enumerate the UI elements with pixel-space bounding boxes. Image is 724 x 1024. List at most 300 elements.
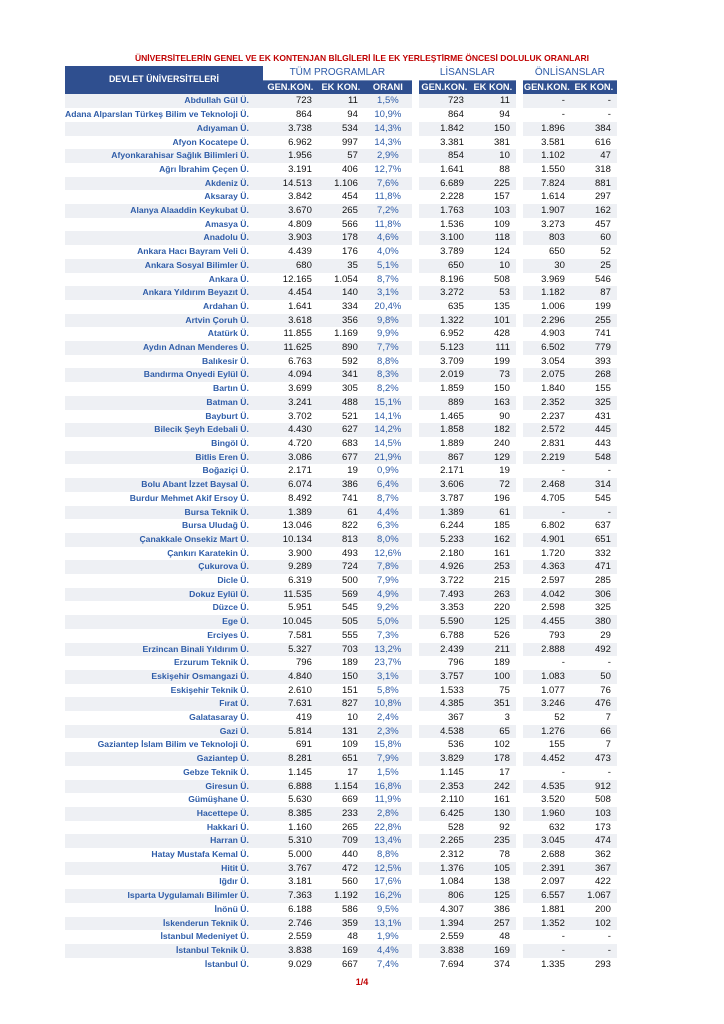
- ek-kon-onlisans: 384: [571, 122, 617, 136]
- orani: 13,4%: [364, 834, 412, 848]
- gen-kon-lisans: 1.763: [419, 204, 470, 218]
- ek-kon-lisans: 19: [470, 464, 516, 478]
- ek-kon-all: 305: [318, 382, 364, 396]
- orani: 21,9%: [364, 451, 412, 465]
- gen-kon-lisans: 1.533: [419, 684, 470, 698]
- table-row: [65, 437, 617, 451]
- ek-kon-lisans: 48: [470, 930, 516, 944]
- gen-kon-lisans: 1.641: [419, 163, 470, 177]
- gen-kon-onlisans: 793: [523, 629, 571, 643]
- ek-kon-lisans: 75: [470, 684, 516, 698]
- table-row: [65, 780, 617, 794]
- ek-kon-all: 334: [318, 300, 364, 314]
- ek-kon-lisans: 161: [470, 793, 516, 807]
- ek-kon-onlisans: 199: [571, 300, 617, 314]
- gen-kon-onlisans: -: [523, 656, 571, 670]
- gen-kon-lisans: 1.842: [419, 122, 470, 136]
- gen-kon-all: 680: [263, 259, 318, 273]
- university-name: Gazi Ü.: [65, 725, 263, 739]
- table-row: [65, 944, 617, 958]
- gen-kon-lisans: 5.590: [419, 615, 470, 629]
- quota-table: [65, 66, 617, 971]
- table-row: [65, 410, 617, 424]
- col-gen-kon-all: GEN.KON.: [263, 81, 318, 95]
- gen-kon-lisans: 3.757: [419, 670, 470, 684]
- gen-kon-all: 6.319: [263, 574, 318, 588]
- university-name: Bursa Uludağ Ü.: [65, 519, 263, 533]
- col-ek-kon-lisans: EK KON.: [470, 81, 516, 95]
- gen-kon-all: 1.956: [263, 149, 318, 163]
- gen-kon-onlisans: 155: [523, 738, 571, 752]
- university-name: Abdullah Gül Ü.: [65, 94, 263, 108]
- gen-kon-lisans: 1.859: [419, 382, 470, 396]
- gen-kon-onlisans: 1.720: [523, 547, 571, 561]
- ek-kon-lisans: 161: [470, 547, 516, 561]
- ek-kon-onlisans: 25: [571, 259, 617, 273]
- table-row: [65, 492, 617, 506]
- university-name: Galatasaray Ü.: [65, 711, 263, 725]
- gen-kon-lisans: 635: [419, 300, 470, 314]
- table-row: [65, 821, 617, 835]
- ek-kon-all: 472: [318, 862, 364, 876]
- university-name: Gebze Teknik Ü.: [65, 766, 263, 780]
- gen-kon-onlisans: 2.391: [523, 862, 571, 876]
- gen-kon-lisans: 1.084: [419, 875, 470, 889]
- university-name: Boğaziçi Ü.: [65, 464, 263, 478]
- orani: 7,9%: [364, 752, 412, 766]
- orani: 15,1%: [364, 396, 412, 410]
- orani: 16,2%: [364, 889, 412, 903]
- ek-kon-onlisans: 473: [571, 752, 617, 766]
- gen-kon-lisans: 1.389: [419, 506, 470, 520]
- gen-kon-all: 5.327: [263, 643, 318, 657]
- ek-kon-lisans: 428: [470, 327, 516, 341]
- ek-kon-lisans: 263: [470, 588, 516, 602]
- ek-kon-onlisans: -: [571, 108, 617, 122]
- gen-kon-onlisans: 650: [523, 245, 571, 259]
- gen-kon-lisans: 723: [419, 94, 470, 108]
- ek-kon-onlisans: 50: [571, 670, 617, 684]
- gen-kon-onlisans: 7.824: [523, 177, 571, 191]
- orani: 13,2%: [364, 643, 412, 657]
- orani: 5,0%: [364, 615, 412, 629]
- ek-kon-onlisans: -: [571, 944, 617, 958]
- ek-kon-all: 109: [318, 738, 364, 752]
- gen-kon-all: 3.241: [263, 396, 318, 410]
- table-row: [65, 327, 617, 341]
- gen-kon-onlisans: 1.102: [523, 149, 571, 163]
- ek-kon-lisans: 169: [470, 944, 516, 958]
- ek-kon-lisans: 100: [470, 670, 516, 684]
- table-row: [65, 588, 617, 602]
- university-name: Bartın Ü.: [65, 382, 263, 396]
- ek-kon-all: 997: [318, 136, 364, 150]
- ek-kon-all: 555: [318, 629, 364, 643]
- col-orani: ORANI: [364, 81, 412, 95]
- gen-kon-onlisans: -: [523, 506, 571, 520]
- university-name: Aksaray Ü.: [65, 190, 263, 204]
- orani: 14,1%: [364, 410, 412, 424]
- orani: 2,8%: [364, 807, 412, 821]
- gen-kon-onlisans: 3.246: [523, 697, 571, 711]
- ek-kon-lisans: 11: [470, 94, 516, 108]
- ek-kon-all: 265: [318, 821, 364, 835]
- university-name: Gaziantep Ü.: [65, 752, 263, 766]
- ek-kon-all: 677: [318, 451, 364, 465]
- ek-kon-all: 569: [318, 588, 364, 602]
- ek-kon-onlisans: -: [571, 506, 617, 520]
- ek-kon-lisans: 61: [470, 506, 516, 520]
- university-name: Erzincan Binali Yıldırım Ü.: [65, 643, 263, 657]
- gen-kon-onlisans: 2.597: [523, 574, 571, 588]
- ek-kon-all: 131: [318, 725, 364, 739]
- gen-kon-onlisans: -: [523, 930, 571, 944]
- university-name: Çanakkale Onsekiz Mart Ü.: [65, 533, 263, 547]
- table-row: [65, 423, 617, 437]
- ek-kon-onlisans: 1.067: [571, 889, 617, 903]
- gen-kon-onlisans: 4.705: [523, 492, 571, 506]
- gen-kon-all: 11.625: [263, 341, 318, 355]
- ek-kon-onlisans: -: [571, 766, 617, 780]
- gen-kon-onlisans: 3.273: [523, 218, 571, 232]
- orani: 9,2%: [364, 601, 412, 615]
- table-row: [65, 204, 617, 218]
- university-name: Adıyaman Ü.: [65, 122, 263, 136]
- university-name: İnönü Ü.: [65, 903, 263, 917]
- ek-kon-all: 189: [318, 656, 364, 670]
- table-row: [65, 163, 617, 177]
- table-row: [65, 547, 617, 561]
- gen-kon-onlisans: 3.520: [523, 793, 571, 807]
- gen-kon-all: 6.763: [263, 355, 318, 369]
- gen-kon-onlisans: 3.045: [523, 834, 571, 848]
- ek-kon-all: 521: [318, 410, 364, 424]
- table-row: [65, 464, 617, 478]
- ek-kon-lisans: 138: [470, 875, 516, 889]
- ek-kon-all: 265: [318, 204, 364, 218]
- ek-kon-onlisans: 457: [571, 218, 617, 232]
- gen-kon-all: 7.581: [263, 629, 318, 643]
- gen-kon-onlisans: 4.363: [523, 560, 571, 574]
- ek-kon-onlisans: 325: [571, 396, 617, 410]
- ek-kon-lisans: 88: [470, 163, 516, 177]
- gen-kon-all: 3.738: [263, 122, 318, 136]
- ek-kon-all: 1.106: [318, 177, 364, 191]
- gen-kon-all: 2.171: [263, 464, 318, 478]
- ek-kon-lisans: 92: [470, 821, 516, 835]
- gen-kon-lisans: 5.123: [419, 341, 470, 355]
- university-name: Batman Ü.: [65, 396, 263, 410]
- ek-kon-all: 651: [318, 752, 364, 766]
- gen-kon-lisans: 2.312: [419, 848, 470, 862]
- gen-kon-all: 796: [263, 656, 318, 670]
- gen-kon-onlisans: 4.042: [523, 588, 571, 602]
- gen-kon-lisans: 2.228: [419, 190, 470, 204]
- col-gen-kon-onlisans: GEN.KON.: [523, 81, 571, 95]
- table-row: [65, 793, 617, 807]
- table-row: [65, 245, 617, 259]
- table-row: [65, 656, 617, 670]
- orani: 6,4%: [364, 478, 412, 492]
- ek-kon-lisans: 381: [470, 136, 516, 150]
- university-name: Bolu Abant İzzet Baysal Ü.: [65, 478, 263, 492]
- orani: 1,5%: [364, 94, 412, 108]
- gen-kon-lisans: 889: [419, 396, 470, 410]
- page-number: 1/4: [355, 977, 369, 987]
- table-row: [65, 684, 617, 698]
- gen-kon-all: 1.389: [263, 506, 318, 520]
- orani: 7,9%: [364, 574, 412, 588]
- gen-kon-all: 723: [263, 94, 318, 108]
- gen-kon-lisans: 3.100: [419, 231, 470, 245]
- gen-kon-all: 11.535: [263, 588, 318, 602]
- gen-kon-onlisans: 6.502: [523, 341, 571, 355]
- ek-kon-onlisans: 7: [571, 711, 617, 725]
- university-name: Bayburt Ü.: [65, 410, 263, 424]
- ek-kon-all: 176: [318, 245, 364, 259]
- ek-kon-onlisans: 779: [571, 341, 617, 355]
- gen-kon-onlisans: 3.969: [523, 273, 571, 287]
- ek-kon-all: 813: [318, 533, 364, 547]
- group-header-all-programs: TÜM PROGRAMLAR: [263, 66, 412, 81]
- gen-kon-lisans: 2.171: [419, 464, 470, 478]
- university-name: Hacettepe Ü.: [65, 807, 263, 821]
- gen-kon-lisans: 864: [419, 108, 470, 122]
- gen-kon-all: 12.165: [263, 273, 318, 287]
- gen-kon-all: 3.086: [263, 451, 318, 465]
- orani: 4,9%: [364, 588, 412, 602]
- orani: 4,4%: [364, 506, 412, 520]
- table-row: [65, 752, 617, 766]
- orani: 2,9%: [364, 149, 412, 163]
- ek-kon-lisans: 124: [470, 245, 516, 259]
- gen-kon-onlisans: 2.097: [523, 875, 571, 889]
- ek-kon-lisans: 199: [470, 355, 516, 369]
- ek-kon-all: 94: [318, 108, 364, 122]
- ek-kon-lisans: 526: [470, 629, 516, 643]
- gen-kon-lisans: 4.538: [419, 725, 470, 739]
- orani: 14,5%: [364, 437, 412, 451]
- col-ek-kon-onlisans: EK KON.: [571, 81, 617, 95]
- gen-kon-all: 7.631: [263, 697, 318, 711]
- university-name: Giresun Ü.: [65, 780, 263, 794]
- gen-kon-onlisans: 632: [523, 821, 571, 835]
- orani: 7,3%: [364, 629, 412, 643]
- ek-kon-lisans: 215: [470, 574, 516, 588]
- university-name: Dokuz Eylül Ü.: [65, 588, 263, 602]
- table-row: [65, 930, 617, 944]
- table-row: [65, 218, 617, 232]
- ek-kon-all: 667: [318, 958, 364, 972]
- university-name: İskenderun Teknik Ü.: [65, 917, 263, 931]
- university-name: Eskişehir Teknik Ü.: [65, 684, 263, 698]
- ek-kon-all: 406: [318, 163, 364, 177]
- gen-kon-lisans: 867: [419, 451, 470, 465]
- gen-kon-onlisans: 1.006: [523, 300, 571, 314]
- university-name: Erzurum Teknik Ü.: [65, 656, 263, 670]
- orani: 8,7%: [364, 492, 412, 506]
- ek-kon-all: 35: [318, 259, 364, 273]
- table-row: [65, 300, 617, 314]
- gen-kon-lisans: 3.829: [419, 752, 470, 766]
- ek-kon-onlisans: 47: [571, 149, 617, 163]
- ek-kon-all: 1.169: [318, 327, 364, 341]
- gen-kon-all: 3.191: [263, 163, 318, 177]
- orani: 0,9%: [364, 464, 412, 478]
- ek-kon-all: 822: [318, 519, 364, 533]
- ek-kon-lisans: 3: [470, 711, 516, 725]
- university-name: İstanbul Ü.: [65, 958, 263, 972]
- ek-kon-all: 151: [318, 684, 364, 698]
- gen-kon-lisans: 2.439: [419, 643, 470, 657]
- table-row: [65, 533, 617, 547]
- gen-kon-all: 1.145: [263, 766, 318, 780]
- gen-kon-lisans: 7.694: [419, 958, 470, 972]
- ek-kon-all: 890: [318, 341, 364, 355]
- ek-kon-onlisans: 545: [571, 492, 617, 506]
- university-column-header: DEVLET ÜNİVERSİTELERİ: [65, 66, 263, 94]
- gen-kon-all: 4.430: [263, 423, 318, 437]
- orani: 11,8%: [364, 190, 412, 204]
- ek-kon-lisans: 90: [470, 410, 516, 424]
- gen-kon-lisans: 536: [419, 738, 470, 752]
- gen-kon-onlisans: 2.075: [523, 368, 571, 382]
- gen-kon-all: 8.281: [263, 752, 318, 766]
- university-name: Bursa Teknik Ü.: [65, 506, 263, 520]
- ek-kon-lisans: 78: [470, 848, 516, 862]
- ek-kon-onlisans: -: [571, 930, 617, 944]
- gen-kon-all: 419: [263, 711, 318, 725]
- ek-kon-onlisans: 912: [571, 780, 617, 794]
- ek-kon-onlisans: 651: [571, 533, 617, 547]
- table-row: [65, 382, 617, 396]
- orani: 6,3%: [364, 519, 412, 533]
- gen-kon-all: 3.838: [263, 944, 318, 958]
- table-row: [65, 917, 617, 931]
- ek-kon-onlisans: 443: [571, 437, 617, 451]
- ek-kon-all: 17: [318, 766, 364, 780]
- gen-kon-onlisans: 30: [523, 259, 571, 273]
- gen-kon-onlisans: 1.896: [523, 122, 571, 136]
- ek-kon-onlisans: 474: [571, 834, 617, 848]
- orani: 23,7%: [364, 656, 412, 670]
- page-title: ÜNİVERSİTELERİN GENEL VE EK KONTENJAN BİLGİLERİ İLE EK YERLEŞTİRME ÖNCESİ DOLULUK ORANLARI: [134, 53, 589, 63]
- university-name: Eskişehir Osmangazi Ü.: [65, 670, 263, 684]
- orani: 14,3%: [364, 122, 412, 136]
- university-name: Dicle Ü.: [65, 574, 263, 588]
- ek-kon-lisans: 386: [470, 903, 516, 917]
- ek-kon-lisans: 101: [470, 314, 516, 328]
- gen-kon-all: 2.610: [263, 684, 318, 698]
- gen-kon-all: 5.814: [263, 725, 318, 739]
- university-name: Adana Alparslan Türkeş Bilim ve Teknoloji Ü.: [65, 108, 263, 122]
- ek-kon-lisans: 178: [470, 752, 516, 766]
- ek-kon-all: 709: [318, 834, 364, 848]
- university-name: Ardahan Ü.: [65, 300, 263, 314]
- ek-kon-all: 386: [318, 478, 364, 492]
- gen-kon-all: 3.900: [263, 547, 318, 561]
- ek-kon-all: 1.054: [318, 273, 364, 287]
- table-row: [65, 478, 617, 492]
- gen-kon-lisans: 806: [419, 889, 470, 903]
- ek-kon-onlisans: 293: [571, 958, 617, 972]
- university-name: Akdeniz Ü.: [65, 177, 263, 191]
- ek-kon-all: 741: [318, 492, 364, 506]
- ek-kon-lisans: 103: [470, 204, 516, 218]
- gen-kon-lisans: 796: [419, 656, 470, 670]
- gen-kon-lisans: 6.788: [419, 629, 470, 643]
- table-row: [65, 341, 617, 355]
- university-name: Harran Ü.: [65, 834, 263, 848]
- table-row: [65, 958, 617, 972]
- university-name: Balıkesir Ü.: [65, 355, 263, 369]
- table-row: [65, 862, 617, 876]
- gen-kon-lisans: 1.376: [419, 862, 470, 876]
- gen-kon-all: 6.962: [263, 136, 318, 150]
- gen-kon-lisans: 2.110: [419, 793, 470, 807]
- table-row: [65, 889, 617, 903]
- orani: 3,1%: [364, 670, 412, 684]
- gen-kon-onlisans: 4.452: [523, 752, 571, 766]
- ek-kon-onlisans: 616: [571, 136, 617, 150]
- orani: 7,6%: [364, 177, 412, 191]
- ek-kon-all: 440: [318, 848, 364, 862]
- ek-kon-onlisans: 741: [571, 327, 617, 341]
- gen-kon-onlisans: 1.550: [523, 163, 571, 177]
- ek-kon-lisans: 72: [470, 478, 516, 492]
- gen-kon-all: 5.951: [263, 601, 318, 615]
- orani: 11,8%: [364, 218, 412, 232]
- gen-kon-all: 10.045: [263, 615, 318, 629]
- gen-kon-onlisans: 3.054: [523, 355, 571, 369]
- gen-kon-all: 6.188: [263, 903, 318, 917]
- ek-kon-onlisans: 255: [571, 314, 617, 328]
- ek-kon-all: 669: [318, 793, 364, 807]
- ek-kon-lisans: 109: [470, 218, 516, 232]
- university-name: Artvin Çoruh Ü.: [65, 314, 263, 328]
- ek-kon-all: 545: [318, 601, 364, 615]
- ek-kon-lisans: 253: [470, 560, 516, 574]
- gen-kon-all: 4.809: [263, 218, 318, 232]
- gen-kon-all: 3.670: [263, 204, 318, 218]
- ek-kon-lisans: 220: [470, 601, 516, 615]
- ek-kon-onlisans: 76: [571, 684, 617, 698]
- gen-kon-all: 5.000: [263, 848, 318, 862]
- table-row: [65, 697, 617, 711]
- gen-kon-lisans: 528: [419, 821, 470, 835]
- gen-kon-onlisans: 6.802: [523, 519, 571, 533]
- orani: 16,8%: [364, 780, 412, 794]
- gen-kon-onlisans: 2.598: [523, 601, 571, 615]
- university-name: Ankara Yıldırım Beyazıt Ü.: [65, 286, 263, 300]
- orani: 4,4%: [364, 944, 412, 958]
- ek-kon-lisans: 163: [470, 396, 516, 410]
- gen-kon-lisans: 6.425: [419, 807, 470, 821]
- ek-kon-onlisans: 476: [571, 697, 617, 711]
- gen-kon-all: 14.513: [263, 177, 318, 191]
- gen-kon-onlisans: 1.335: [523, 958, 571, 972]
- gen-kon-all: 7.363: [263, 889, 318, 903]
- gen-kon-all: 13.046: [263, 519, 318, 533]
- gen-kon-lisans: 1.322: [419, 314, 470, 328]
- ek-kon-all: 140: [318, 286, 364, 300]
- table-row: [65, 108, 617, 122]
- gen-kon-all: 4.840: [263, 670, 318, 684]
- table-row: [65, 848, 617, 862]
- gen-kon-all: 864: [263, 108, 318, 122]
- ek-kon-all: 560: [318, 875, 364, 889]
- ek-kon-all: 359: [318, 917, 364, 931]
